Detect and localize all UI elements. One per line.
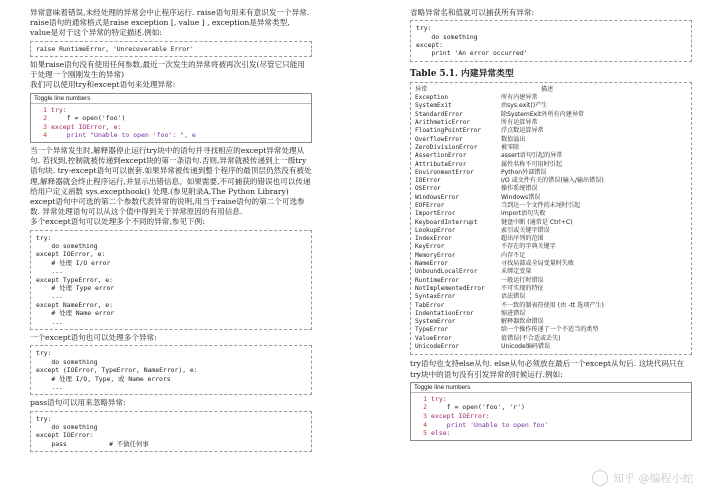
exception-description-cell: import语句失败 bbox=[501, 210, 546, 218]
table-title: Table 5.1. 内建异常类型 bbox=[410, 68, 514, 79]
code-listing-else bbox=[410, 382, 692, 441]
code-block-raise: raise RuntimeError, 'Unrecoverable Error' bbox=[30, 41, 312, 57]
code-block-tuple-except: try: do something except (IOError, TypeError, NameError), e: # 处理 I/O, Type, 或 Name errors ... bbox=[30, 345, 312, 395]
table-row bbox=[415, 326, 687, 334]
exception-name-cell: EOFError bbox=[415, 201, 445, 209]
code-line: 1 try: bbox=[423, 394, 447, 403]
exception-description-cell: 不一致的制表符使用 (由 -tt 选项产生) bbox=[501, 301, 604, 309]
exception-name-cell: SystemExit bbox=[415, 102, 452, 110]
table-row bbox=[415, 94, 687, 102]
code-line: 4 print "Unable to open 'foo': ", e bbox=[43, 131, 196, 140]
table-row bbox=[415, 219, 687, 227]
code-line: 3 except IOError, e: bbox=[43, 122, 122, 131]
code-line: 2 f = open('foo') bbox=[43, 114, 126, 123]
table-row bbox=[415, 260, 687, 268]
code-block-catch-all: try: do something except: print 'An error occurred' bbox=[410, 20, 692, 62]
exception-name-cell: OverflowError bbox=[415, 135, 463, 143]
table-row bbox=[415, 310, 687, 318]
exception-name-cell: SyntaxError bbox=[415, 293, 456, 301]
exception-name-cell: TypeError bbox=[415, 326, 449, 334]
exception-name-cell: OSError bbox=[415, 185, 441, 193]
exception-name-cell: IndentationError bbox=[415, 309, 474, 317]
table-row bbox=[415, 161, 687, 169]
exception-description-cell: 不存在的字典关键字 bbox=[501, 243, 556, 251]
exception-description-cell: 操作系统错误 bbox=[501, 185, 538, 193]
table-row bbox=[415, 194, 687, 202]
exception-description-cell: 浮点数运算异常 bbox=[501, 127, 544, 135]
table-row bbox=[415, 202, 687, 210]
table-row bbox=[415, 144, 687, 152]
table-row bbox=[415, 293, 687, 301]
exception-description-cell: 解释器致命错误 bbox=[501, 318, 544, 326]
table-header-row: 异常 描述 bbox=[415, 85, 554, 93]
right-column bbox=[410, 0, 692, 444]
exception-name-cell: RuntimeError bbox=[415, 276, 460, 284]
paragraph-try-except: 我们可以使用try和except语句来处理异常: bbox=[30, 80, 176, 90]
toggle-line-numbers-link[interactable]: Toggle line numbers bbox=[31, 94, 311, 104]
exception-name-cell: FloatingPointError bbox=[415, 127, 482, 135]
paragraph-multi-except: 多个except语句可以处理多个不同的异常,参见下例: bbox=[30, 217, 205, 227]
exception-description-cell: 不可实现的特征 bbox=[501, 284, 544, 292]
table-row bbox=[415, 268, 687, 276]
table-row bbox=[415, 343, 687, 351]
watermark: 知乎 @编程小蛇 bbox=[592, 470, 694, 486]
code-line: 3 except IOError: bbox=[423, 411, 490, 420]
exception-description-cell: Python外部错误 bbox=[501, 168, 547, 176]
table-row bbox=[415, 335, 687, 343]
exception-description-cell: 被零除 bbox=[501, 143, 520, 151]
exception-description-cell: 语法错误 bbox=[501, 293, 526, 301]
exception-description-cell: 缩进错误 bbox=[501, 309, 526, 317]
table-row bbox=[415, 102, 687, 110]
exception-name-cell: SystemError bbox=[415, 318, 456, 326]
code-block-multi-except: try: do something except IOError, e: # 处理 I/O error ... except TypeError, e: # 处理 Type error ... except NameError, e: # 处理 Name error ... bbox=[30, 230, 312, 330]
exception-description-cell: 由sys.exit()产生 bbox=[501, 102, 548, 110]
exception-name-cell: IOError bbox=[415, 177, 441, 185]
exception-name-cell: UnboundLocalError bbox=[415, 268, 478, 276]
paragraph-one-except-many: 一个except语句也可以处理多个异常: bbox=[30, 333, 157, 343]
exception-name-cell: MemoryError bbox=[415, 251, 456, 259]
table-row bbox=[415, 227, 687, 235]
table-row bbox=[415, 185, 687, 193]
exception-name-cell: AttributeError bbox=[415, 160, 467, 168]
paragraph-raise-noarg: 如果raise语句没有使用任何参数,最近一次发生的异常将被再次引发(尽管它只能用于处理一个刚刚发生的异常) bbox=[30, 60, 305, 80]
table-row bbox=[415, 302, 687, 310]
exception-description-cell: 给一个操作传递了一个不适当的类型 bbox=[501, 326, 599, 334]
table-row bbox=[415, 169, 687, 177]
table-row bbox=[415, 210, 687, 218]
exception-description-cell: Unicode编码错误 bbox=[501, 343, 551, 351]
toggle-line-numbers-link[interactable]: Toggle line numbers bbox=[411, 383, 691, 393]
table-row bbox=[415, 119, 687, 127]
exception-name-cell: AssertionError bbox=[415, 152, 467, 160]
exception-description-cell: 除SystemExit外所有内建异常 bbox=[501, 110, 585, 118]
paragraph-exception-flow: 当一个异常发生时,解释器停止运行try块中的语句并寻找相应的except异常处理从句. 若找到,控制就被传递到except块的第一条语句.否则,异常就被传递到上一级try语句块. try-except语句可以嵌套.如果异常被传递到整个程序的最顶层仍然没有被处理,解释器就会终止程序运行,并显示出错信息。如果需要,不可捕获的错误也可以传递给用户定义函数 sys.excepthook() 处理.(参见附录A,The Python Library) bbox=[30, 146, 312, 196]
exception-name-cell: ImportError bbox=[415, 210, 456, 218]
exception-description-cell: 键盘中断 (通常是 Ctrl+C) bbox=[501, 218, 573, 226]
paragraph-pass: pass语句可以用来忽略异常: bbox=[30, 398, 126, 408]
exception-name-cell: TabError bbox=[415, 301, 445, 309]
exception-description-cell: assert语句引起的异常 bbox=[501, 152, 563, 160]
code-block-pass: try: do something except IOError: pass # 不做任何事 bbox=[30, 411, 312, 453]
exception-description-cell: Windows错误 bbox=[501, 193, 541, 201]
exception-name-cell: ValueError bbox=[415, 334, 452, 342]
builtin-exceptions-table bbox=[410, 82, 692, 356]
table-row bbox=[415, 285, 687, 293]
exception-name-cell: NotImplementedError bbox=[415, 284, 485, 292]
exception-description-cell: 内存不足 bbox=[501, 251, 526, 259]
exception-name-cell: EnvironmentError bbox=[415, 168, 474, 176]
exception-description-cell: 未绑定变量 bbox=[501, 268, 532, 276]
exception-description-cell: 索引或关键字错误 bbox=[501, 226, 550, 234]
table-row bbox=[415, 252, 687, 260]
exception-description-cell: 所有内建异常 bbox=[501, 94, 538, 102]
exception-description-cell: 数值溢出 bbox=[501, 135, 526, 143]
table-row bbox=[415, 243, 687, 251]
exception-description-cell: I/O 或文件有关的错误(输入/输出错误) bbox=[501, 177, 604, 185]
exception-name-cell: UnicodeError bbox=[415, 343, 460, 351]
exception-name-cell: Exception bbox=[415, 94, 449, 102]
table-row bbox=[415, 152, 687, 160]
table-body bbox=[415, 94, 687, 351]
exception-description-cell: 超出序列的范围 bbox=[501, 235, 544, 243]
left-column bbox=[30, 0, 312, 455]
exception-name-cell: KeyError bbox=[415, 243, 445, 251]
paragraph-raise-intro: 异常意味着错误,未经处理的异常会中止程序运行. raise语句用来有意识发一个异常. raise语句的通常格式是raise exception [, value ] , exception是异常类型, value是对于这个异常的特定描述.例如: bbox=[30, 8, 310, 38]
paragraph-catch-all: 省略异常名和值就可以捕获所有异常: bbox=[410, 8, 535, 17]
exception-name-cell: ZeroDivisionError bbox=[415, 143, 478, 151]
code-listing-try bbox=[30, 93, 312, 143]
exception-name-cell: StandardError bbox=[415, 110, 463, 118]
table-row bbox=[415, 177, 687, 185]
exception-description-cell: 所有运算异常 bbox=[501, 119, 538, 127]
paragraph-except-second-arg: except语句中可选的第二个参数代表异常的说明,用当于raise语句的第二个可选参数. 异常处理语句可以从这个值中得到关于异常原因的有用信息. bbox=[30, 197, 305, 217]
exception-name-cell: ArithmeticError bbox=[415, 119, 471, 127]
code-line: 4 print 'Unable to open foo' bbox=[423, 420, 549, 429]
exception-description-cell: 值错误(不合适或丢失) bbox=[501, 334, 561, 342]
table-row bbox=[415, 111, 687, 119]
exception-name-cell: IndexError bbox=[415, 235, 452, 243]
table-row bbox=[415, 277, 687, 285]
exception-name-cell: LookupError bbox=[415, 226, 456, 234]
code-line: 1 try: bbox=[43, 105, 67, 114]
exception-name-cell: NameError bbox=[415, 260, 449, 268]
watermark-logo-icon bbox=[592, 470, 608, 486]
table-row bbox=[415, 127, 687, 135]
code-line: 5 else: bbox=[423, 429, 451, 438]
exception-name-cell: WindowsError bbox=[415, 193, 460, 201]
code-line: 2 f = open('foo', 'r') bbox=[423, 403, 525, 412]
exception-description-cell: 一般运行时错误 bbox=[501, 276, 544, 284]
exception-name-cell: KeyboardInterrupt bbox=[415, 218, 478, 226]
exception-description-cell: 属性名称不可用时引起 bbox=[501, 160, 562, 168]
exception-description-cell: 当到达一个文件的末尾时引起 bbox=[501, 201, 581, 209]
paragraph-else-clause: try语句也支持else从句. else从句必须放在最后一个except从句后. 这块代码只在try块中的语句没有引发异常的时候运行.例如: bbox=[410, 359, 685, 379]
exception-description-cell: 寻找局部或全局变量时失败 bbox=[501, 260, 575, 268]
table-row bbox=[415, 136, 687, 144]
